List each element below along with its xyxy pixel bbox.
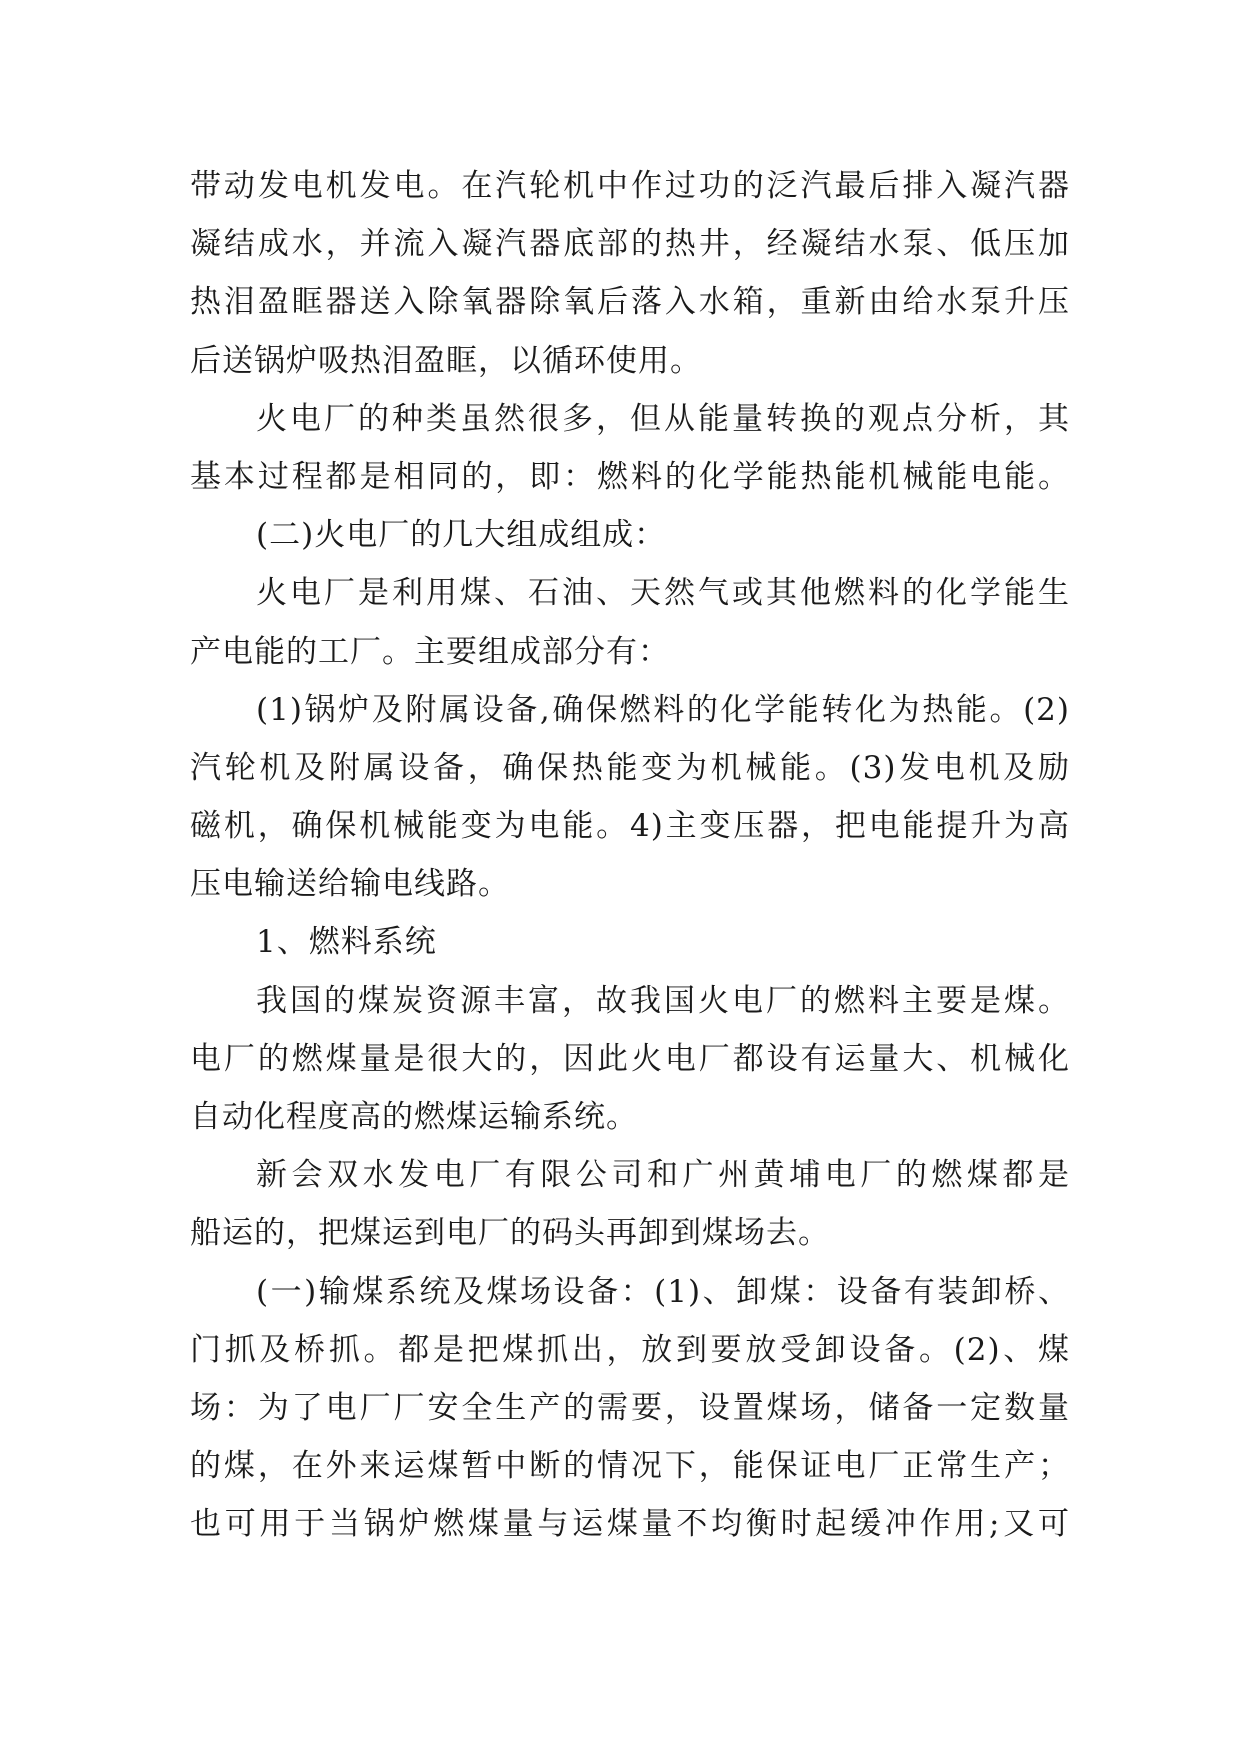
body-text <box>190 157 1070 1554</box>
text-line: 也可用于当锅炉燃煤量与运煤量不均衡时起缓冲作用;又可 <box>190 1506 1070 1543</box>
text-line: (1)锅炉及附属设备,确保燃料的化学能转化为热能。(2) <box>256 691 1070 728</box>
text-line: 船运的，把煤运到电厂的码头再卸到煤场去。 <box>190 1215 830 1252</box>
section-heading: 1、燃料系统 <box>256 924 437 961</box>
text-line: 火电厂的种类虽然很多，但从能量转换的观点分析，其 <box>256 400 1070 437</box>
text-line: 新会双水发电厂有限公司和广州黄埔电厂的燃煤都是 <box>256 1157 1070 1194</box>
text-line: (一)输煤系统及煤场设备：(1)、卸煤：设备有装卸桥、 <box>256 1273 1070 1310</box>
text-line: 我国的煤炭资源丰富，故我国火电厂的燃料主要是煤。 <box>256 982 1070 1019</box>
text-line: 基本过程都是相同的，即：燃料的化学能热能机械能电能。 <box>190 458 1070 495</box>
text-line: 带动发电机发电。在汽轮机中作过功的泛汽最后排入凝汽器 <box>190 168 1070 204</box>
text-line: 场：为了电厂厂安全生产的需要，设置煤场，储备一定数量 <box>190 1389 1070 1426</box>
text-line: 后送锅炉吸热泪盈眶，以循环使用。 <box>190 342 702 379</box>
text-line: 自动化程度高的燃煤运输系统。 <box>190 1099 638 1135</box>
text-line: 产电能的工厂。主要组成部分有： <box>190 633 670 670</box>
text-line: 磁机，确保机械能变为电能。4)主变压器，把电能提升为高 <box>190 808 1070 845</box>
text-line: 汽轮机及附属设备，确保热能变为机械能。(3)发电机及励 <box>190 749 1070 786</box>
text-line: 的煤，在外来运煤暂中断的情况下，能保证电厂正常生产； <box>190 1448 1070 1485</box>
section-heading: (二)火电厂的几大组成组成： <box>256 517 667 554</box>
text-line: 电厂的燃煤量是很大的，因此火电厂都设有运量大、机械化 <box>190 1040 1070 1077</box>
text-line: 门抓及桥抓。都是把煤抓出，放到要放受卸设备。(2)、煤 <box>190 1331 1070 1368</box>
text-line: 凝结成水，并流入凝汽器底部的热井，经凝结水泵、低压加 <box>190 226 1070 263</box>
text-line: 热泪盈眶器送入除氧器除氧后落入水箱，重新由给水泵升压 <box>190 284 1070 321</box>
text-line: 火电厂是利用煤、石油、天然气或其他燃料的化学能生 <box>256 575 1070 612</box>
text-line: 压电输送给输电线路。 <box>190 866 510 903</box>
